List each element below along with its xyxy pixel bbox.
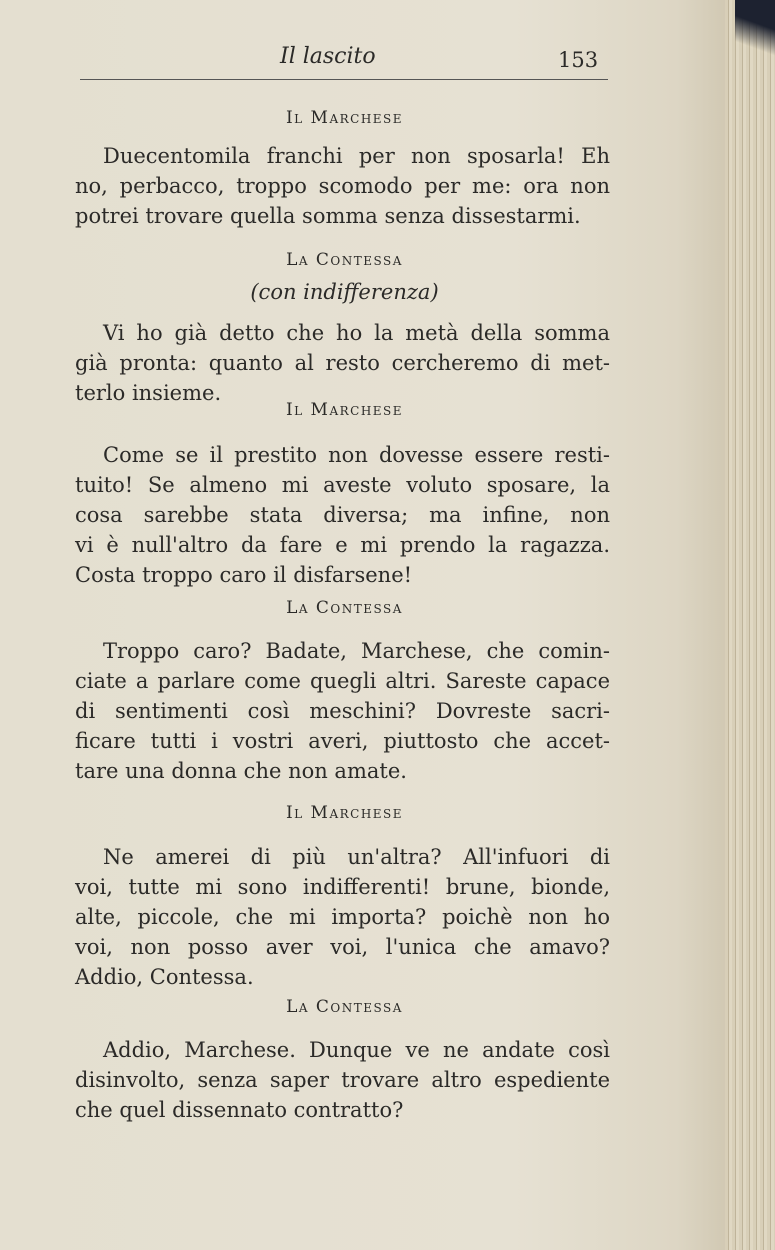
dialogue-paragraph (75, 318, 610, 408)
text-line: no, perbacco, troppo scomodo per me: ora non (75, 174, 610, 198)
background-corner (735, 0, 775, 60)
dialogue-paragraph (75, 842, 610, 992)
stage-direction: (con indifferenza) (250, 280, 439, 304)
text-line: Addio, Contessa. (75, 965, 254, 989)
text-line: tuito! Se almeno mi aveste voluto sposare, la (75, 473, 610, 497)
speaker-name: La Contessa (286, 997, 403, 1017)
speaker-name: La Contessa (286, 598, 403, 618)
text-line: voi, non posso aver voi, l'unica che amavo? (75, 935, 610, 959)
text-line: Troppo caro? Badate, Marchese, che comin- (103, 639, 610, 663)
text-line: Come se il prestito non dovesse essere resti- (103, 443, 610, 467)
speaker-name: La Contessa (286, 250, 403, 270)
dialogue-paragraph (75, 636, 610, 786)
text-line: vi è null'altro da fare e mi prendo la ragazza. (75, 533, 610, 557)
text-line: potrei trovare quella somma senza dissestarmi. (75, 204, 581, 228)
text-line: cosa sarebbe stata diversa; ma infine, non (75, 503, 610, 527)
text-line: ciate a parlare come quegli altri. Sareste capace (75, 669, 610, 693)
header-rule (80, 79, 608, 80)
text-line: voi, tutte mi sono indifferenti! brune, bionde, (75, 875, 610, 899)
speaker-name: Il Marchese (285, 108, 404, 128)
text-line: di sentimenti così meschini? Dovreste sacri- (75, 699, 610, 723)
text-line: che quel dissennato contratto? (75, 1098, 404, 1122)
text-line: Costa troppo caro il disfarsene! (75, 563, 413, 587)
page-edges (725, 0, 775, 1250)
text-line: ficare tutti i vostri averi, piuttosto che accet- (75, 729, 610, 753)
text-line: già pronta: quanto al resto cercheremo di met- (75, 351, 610, 375)
text-line: terlo insieme. (75, 381, 222, 405)
dialogue-paragraph (75, 1035, 610, 1125)
dialogue-paragraph (75, 440, 610, 590)
text-line: alte, piccole, che mi importa? poichè non ho (75, 905, 610, 929)
dialogue-paragraph (75, 141, 610, 231)
text-line: disinvolto, senza saper trovare altro espediente (75, 1068, 610, 1092)
running-header: Il lascito (280, 44, 376, 69)
speaker-name: Il Marchese (285, 803, 404, 823)
text-line: Ne amerei di più un'altra? All'infuori di (103, 845, 610, 869)
page-number: 153 (558, 48, 599, 72)
text-line: Addio, Marchese. Dunque ve ne andate così (103, 1038, 610, 1062)
speaker-name: Il Marchese (285, 400, 404, 420)
text-line: tare una donna che non amate. (75, 759, 407, 783)
text-line: Duecentomila franchi per non sposarla! Eh (103, 144, 610, 168)
text-line: Vi ho già detto che ho la metà della somma (103, 321, 610, 345)
